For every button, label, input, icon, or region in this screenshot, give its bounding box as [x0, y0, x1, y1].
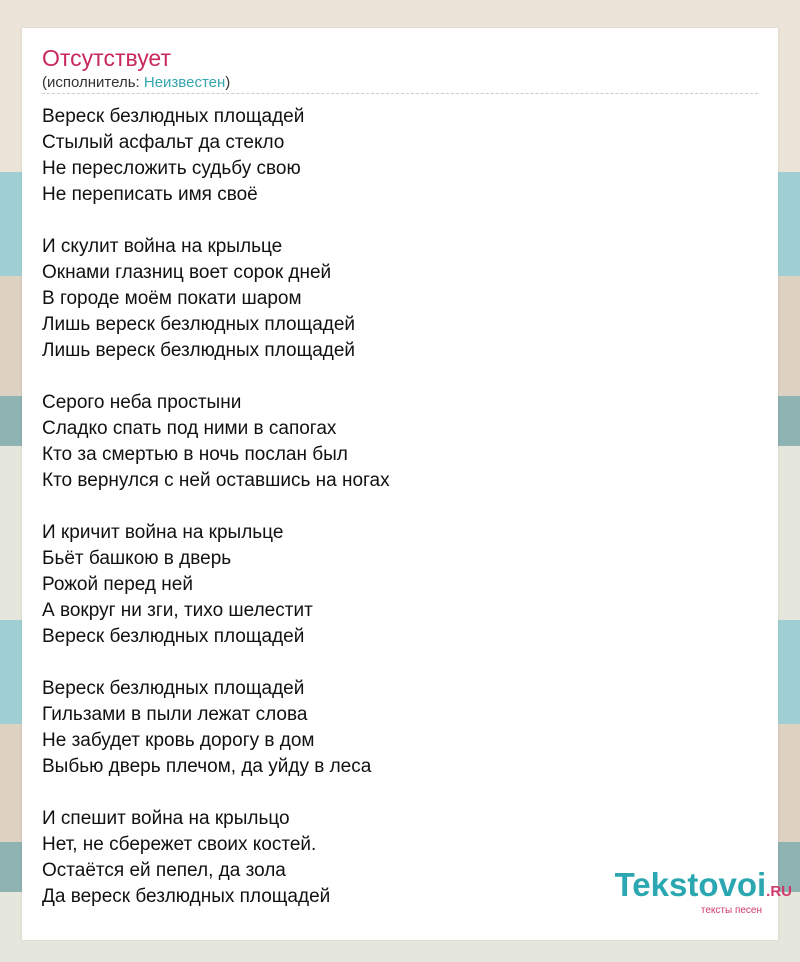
- lyrics-stanza: [42, 520, 742, 650]
- lyric-line: А вокруг ни зги, тихо шелестит: [42, 600, 313, 621]
- artist-link[interactable]: Неизвестен: [143, 74, 226, 91]
- artist-prefix: (исполнитель:: [42, 74, 144, 91]
- lyric-line: Кто вернулся с ней оставшись на ногах: [42, 470, 390, 491]
- lyrics-stanza: [42, 234, 742, 364]
- lyric-line: Кто за смертью в ночь послан был: [42, 444, 348, 465]
- lyric-line: Не забудет кровь дорогу в дом: [42, 730, 315, 751]
- lyric-line: Вереск безлюдных площадей: [42, 678, 305, 699]
- lyric-line: И скулит война на крыльце: [42, 236, 283, 257]
- lyric-line: Бьёт башкою в дверь: [42, 548, 232, 569]
- lyric-line: Нет, не сбережет своих костей.: [42, 834, 317, 855]
- lyrics-stanza: [42, 104, 742, 208]
- lyric-line: Рожой перед ней: [42, 574, 193, 595]
- lyric-line: Выбью дверь плечом, да уйду в леса: [42, 756, 372, 777]
- lyric-line: В городе моём покати шаром: [42, 288, 302, 309]
- lyric-line: Остаётся ей пепел, да зола: [42, 860, 286, 881]
- lyrics-text: [42, 104, 742, 936]
- logo-tagline: тексты песен: [700, 905, 762, 916]
- lyric-line: Стылый асфальт да стекло: [42, 132, 285, 153]
- lyrics-card: [22, 28, 778, 940]
- lyric-line: И кричит война на крыльце: [42, 522, 284, 543]
- lyric-line: Лишь вереск безлюдных площадей: [42, 314, 356, 335]
- lyric-line: Не пересложить судьбу свою: [42, 158, 301, 179]
- lyric-line: Вереск безлюдных площадей: [42, 106, 305, 127]
- lyric-line: Вереск безлюдных площадей: [42, 626, 305, 647]
- artist-suffix: ): [225, 74, 231, 91]
- lyric-line: Гильзами в пыли лежат слова: [42, 704, 308, 725]
- song-title: Отсутствует: [42, 45, 171, 71]
- logo-tld: .RU: [766, 883, 792, 900]
- lyric-line: Лишь вереск безлюдных площадей: [42, 340, 356, 361]
- lyrics-stanza: [42, 390, 742, 494]
- logo-name: Tekstovoi: [614, 866, 767, 903]
- lyric-line: Да вереск безлюдных площадей: [42, 886, 331, 907]
- lyric-line: Сладко спать под ними в сапогах: [42, 418, 337, 439]
- artist-line: [42, 73, 230, 93]
- lyrics-stanza: [42, 676, 742, 780]
- divider: [42, 93, 758, 94]
- lyric-line: Окнами глазниц воет сорок дней: [42, 262, 332, 283]
- lyric-line: Не переписать имя своё: [42, 184, 258, 205]
- site-logo[interactable]: [615, 868, 792, 916]
- lyric-line: Серого неба простыни: [42, 392, 242, 413]
- lyric-line: И спешит война на крыльцо: [42, 808, 290, 829]
